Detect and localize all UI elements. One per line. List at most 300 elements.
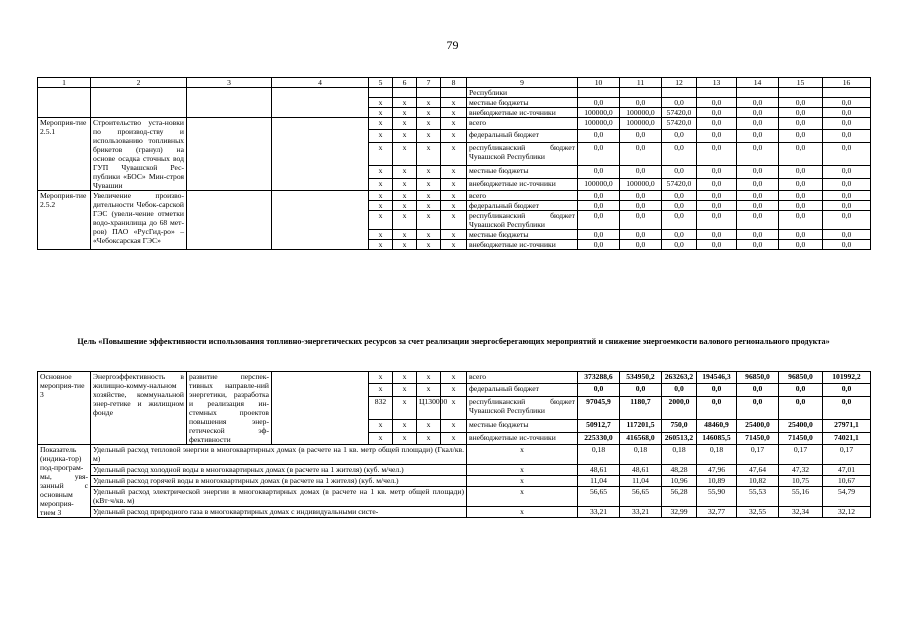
code-cell: x: [393, 108, 417, 118]
column-number: 9: [467, 78, 578, 88]
funding-source-cell: всего: [467, 118, 578, 130]
value-cell: 0,0: [578, 201, 620, 211]
value-cell: 0,0: [578, 166, 620, 178]
funding-source-cell: местные бюджеты: [467, 98, 578, 108]
value-cell: 0,0: [823, 201, 871, 211]
code-cell: 832: [369, 396, 393, 420]
indicator-label: Удельный расход холодной воды в многоквартирных домах (в расчете на 1 жителя) (куб. м/чел.): [91, 465, 467, 476]
activity-name: Мероприя-тие 2.5.2: [38, 191, 91, 250]
value-cell: 0,0: [697, 118, 737, 130]
value-cell: 0,0: [823, 142, 871, 166]
value-cell: 0,0: [662, 384, 697, 396]
value-cell: 0,0: [779, 396, 823, 420]
indicator-label: Удельный расход горячей воды в многоквартирных домах (в расчете на 1 жителя) (куб. м/чел.): [91, 476, 467, 487]
value-cell: 32,12: [823, 507, 871, 518]
value-cell: 0,0: [662, 166, 697, 178]
code-cell: x: [417, 230, 441, 240]
goal-heading: Цель «Повышение эффективности использования топливно-энергетических ресурсов за счет реализации энергосберегающих мероприятий и снижение энергоемкости валового регионального продукта»: [77, 337, 830, 346]
value-cell: 0,0: [662, 240, 697, 250]
value-cell: 0,0: [697, 178, 737, 190]
code-cell: x: [393, 98, 417, 108]
value-cell: 0,18: [578, 445, 620, 465]
code-cell: x: [441, 178, 467, 190]
value-cell: 33,21: [620, 507, 662, 518]
value-cell: 0,0: [697, 108, 737, 118]
value-cell: 100000,0: [620, 108, 662, 118]
funding-source-cell: внебюджетные ис-точники: [467, 178, 578, 190]
column-number: 14: [737, 78, 779, 88]
code-cell: x: [369, 372, 393, 384]
value-cell: 0,0: [737, 384, 779, 396]
code-cell: x: [393, 178, 417, 190]
value-cell: 32,55: [737, 507, 779, 518]
value-cell: 0,0: [823, 118, 871, 130]
value-cell: 416568,0: [620, 432, 662, 444]
value-cell: 0,0: [823, 130, 871, 142]
value-cell: 0,0: [697, 396, 737, 420]
value-cell: 10,67: [823, 476, 871, 487]
value-cell: 57420,0: [662, 118, 697, 130]
value-cell: 0,0: [737, 166, 779, 178]
value-cell: 10,89: [697, 476, 737, 487]
value-cell: 55,90: [697, 486, 737, 506]
indicator-heading: Показатель (индика-тор) под-програм-мы, увя-занный с основным мероприя-тием 3: [38, 445, 91, 518]
column-number: 16: [823, 78, 871, 88]
value-cell: 0,0: [620, 191, 662, 201]
value-cell: 0,0: [823, 396, 871, 420]
code-cell: x: [441, 98, 467, 108]
code-cell: x: [369, 432, 393, 444]
value-cell: 55,16: [779, 486, 823, 506]
value-cell: 0,0: [737, 230, 779, 240]
value-cell: 0,0: [823, 166, 871, 178]
code-cell: x: [393, 142, 417, 166]
value-cell: 57420,0: [662, 178, 697, 190]
empty-cell: [272, 191, 369, 250]
value-cell: 0,0: [737, 130, 779, 142]
column-number: 12: [662, 78, 697, 88]
funding-source-cell: федеральный бюджет: [467, 201, 578, 211]
code-cell: x: [369, 118, 393, 130]
value-cell: 0,0: [620, 130, 662, 142]
value-cell: 32,34: [779, 507, 823, 518]
code-cell: Ц130000: [417, 396, 441, 420]
code-cell: x: [441, 432, 467, 444]
indicator-row: [38, 507, 871, 518]
code-cell: x: [393, 372, 417, 384]
value-cell: 48460,9: [697, 420, 737, 432]
code-cell: x: [369, 166, 393, 178]
empty-cell: [187, 88, 272, 118]
funding-source-cell: внебюджетные ис-точники: [467, 108, 578, 118]
funding-source-cell: местные бюджеты: [467, 420, 578, 432]
value-cell: 0,0: [620, 240, 662, 250]
value-cell: 25400,0: [737, 420, 779, 432]
value-cell: 0,0: [578, 240, 620, 250]
value-cell: 0,0: [697, 230, 737, 240]
value-cell: 0,0: [779, 201, 823, 211]
value-cell: 47,01: [823, 465, 871, 476]
value-cell: 10,96: [662, 476, 697, 487]
code-cell: x: [441, 166, 467, 178]
indicator-label: Удельный расход тепловой энергии в многоквартирных домах (в расчете на 1 кв. метр общей площади) (Гкал/кв. м): [91, 445, 467, 465]
empty-cell: [187, 191, 272, 250]
value-cell: 0,0: [697, 142, 737, 166]
value-cell: 0,0: [578, 98, 620, 108]
value-cell: 25400,0: [779, 420, 823, 432]
code-cell: x: [441, 384, 467, 396]
value-cell: 0,0: [620, 211, 662, 230]
code-cell: x: [417, 178, 441, 190]
value-cell: 0,0: [578, 230, 620, 240]
value-cell: 0,0: [737, 98, 779, 108]
column-number: 5: [369, 78, 393, 88]
indicator-row: [38, 486, 871, 506]
value-cell: 56,65: [578, 486, 620, 506]
value-cell: 32,77: [697, 507, 737, 518]
value-cell: 0,0: [697, 240, 737, 250]
value-cell: 74021,1: [823, 432, 871, 444]
value-cell: 0,0: [779, 384, 823, 396]
value-cell: 0,0: [779, 142, 823, 166]
value-cell: 0,0: [620, 98, 662, 108]
code-cell: x: [441, 420, 467, 432]
code-cell: x: [441, 191, 467, 201]
value-cell: [823, 88, 871, 98]
value-cell: 11,04: [578, 476, 620, 487]
value-cell: 71450,0: [737, 432, 779, 444]
code-cell: x: [441, 396, 467, 420]
value-cell: 0,0: [737, 178, 779, 190]
value-cell: 225330,0: [578, 432, 620, 444]
code-cell: x: [369, 142, 393, 166]
value-cell: 0,0: [737, 108, 779, 118]
code-cell: x: [441, 211, 467, 230]
code-cell: x: [441, 108, 467, 118]
value-cell: 57420,0: [662, 108, 697, 118]
code-cell: x: [467, 445, 578, 465]
column-number: 15: [779, 78, 823, 88]
value-cell: 117201,5: [620, 420, 662, 432]
value-cell: 10,75: [779, 476, 823, 487]
column-number: 8: [441, 78, 467, 88]
code-cell: x: [393, 191, 417, 201]
column-number: 13: [697, 78, 737, 88]
code-cell: x: [393, 201, 417, 211]
activity-description: Увеличение произво-дительности Чебок-сарской ГЭС (увели-чение отметки водо-хранилища до 68 мет-ров) ПАО «РусГид-ро» – «Чебоксарская ГЭС»: [91, 191, 187, 250]
value-cell: 0,0: [578, 142, 620, 166]
code-cell: x: [441, 230, 467, 240]
value-cell: 100000,0: [620, 118, 662, 130]
activity-description: Строительство уста-новки по производ-ству и использованию топливных брикетов (гранул) на основе осадка сточных вод ГУП Чувашской Рес-публики «БОС» Мин-строя Чувашии: [91, 118, 187, 191]
header-row: [38, 78, 871, 88]
value-cell: 0,0: [779, 230, 823, 240]
code-cell: [441, 88, 467, 98]
indicator-row: [38, 445, 871, 465]
value-cell: 534950,2: [620, 372, 662, 384]
table-row: [38, 372, 871, 384]
activity-name: Мероприя-тие 2.5.1: [38, 118, 91, 191]
value-cell: 0,0: [662, 98, 697, 108]
value-cell: 0,0: [779, 166, 823, 178]
code-cell: x: [441, 201, 467, 211]
value-cell: 0,17: [779, 445, 823, 465]
value-cell: 33,21: [578, 507, 620, 518]
value-cell: 0,0: [620, 230, 662, 240]
column-number: 11: [620, 78, 662, 88]
value-cell: 101992,2: [823, 372, 871, 384]
value-cell: 0,0: [620, 142, 662, 166]
code-cell: x: [441, 240, 467, 250]
code-cell: x: [467, 476, 578, 487]
empty-cell: [272, 88, 369, 118]
empty-cell: [187, 118, 272, 191]
funding-source-cell: федеральный бюджет: [467, 130, 578, 142]
code-cell: x: [393, 240, 417, 250]
value-cell: 0,0: [779, 118, 823, 130]
value-cell: 0,0: [697, 384, 737, 396]
value-cell: 47,96: [697, 465, 737, 476]
funding-source-cell: республиканский бюджет Чувашской Республики: [467, 142, 578, 166]
code-cell: x: [417, 384, 441, 396]
value-cell: 0,0: [697, 201, 737, 211]
code-cell: x: [369, 384, 393, 396]
code-cell: x: [393, 396, 417, 420]
value-cell: 0,0: [823, 191, 871, 201]
funding-source-cell: Республики: [467, 88, 578, 98]
code-cell: x: [417, 240, 441, 250]
value-cell: 0,0: [823, 211, 871, 230]
code-cell: x: [417, 98, 441, 108]
code-cell: x: [369, 98, 393, 108]
value-cell: 0,0: [823, 98, 871, 108]
value-cell: 96850,0: [779, 372, 823, 384]
value-cell: 100000,0: [578, 118, 620, 130]
code-cell: x: [369, 201, 393, 211]
code-cell: x: [441, 118, 467, 130]
value-cell: 48,61: [578, 465, 620, 476]
code-cell: x: [369, 240, 393, 250]
code-cell: [417, 88, 441, 98]
value-cell: 0,0: [779, 191, 823, 201]
value-cell: 0,0: [737, 211, 779, 230]
code-cell: x: [417, 166, 441, 178]
code-cell: x: [441, 142, 467, 166]
activity-description: Энергоэффективность в жилищно-комму-нальном хозяйстве, коммунальной энер-гетике и жилищном фонде: [91, 372, 187, 445]
indicator-row: [38, 476, 871, 487]
value-cell: 260513,2: [662, 432, 697, 444]
value-cell: 0,0: [662, 201, 697, 211]
value-cell: 0,0: [620, 384, 662, 396]
code-cell: x: [417, 108, 441, 118]
code-cell: x: [369, 108, 393, 118]
code-cell: x: [369, 130, 393, 142]
value-cell: 96850,0: [737, 372, 779, 384]
value-cell: 47,32: [779, 465, 823, 476]
value-cell: 2000,0: [662, 396, 697, 420]
value-cell: 0,0: [578, 384, 620, 396]
funding-source-cell: внебюджетные ис-точники: [467, 432, 578, 444]
value-cell: 263263,2: [662, 372, 697, 384]
value-cell: 47,64: [737, 465, 779, 476]
code-cell: x: [441, 372, 467, 384]
funding-source-cell: федеральный бюджет: [467, 384, 578, 396]
value-cell: 0,0: [620, 201, 662, 211]
value-cell: [662, 88, 697, 98]
empty-cell: [272, 372, 369, 445]
code-cell: x: [393, 130, 417, 142]
value-cell: 0,0: [779, 98, 823, 108]
code-cell: x: [417, 420, 441, 432]
value-cell: 100000,0: [578, 178, 620, 190]
value-cell: 0,0: [662, 191, 697, 201]
funding-source-cell: республиканский бюджет Чувашской Республики: [467, 211, 578, 230]
code-cell: x: [467, 486, 578, 506]
value-cell: 27971,1: [823, 420, 871, 432]
code-cell: x: [417, 142, 441, 166]
code-cell: x: [393, 211, 417, 230]
value-cell: [737, 88, 779, 98]
indicator-label: Удельный расход электрической энергии в многоквартирных домах (в расчете на 1 кв. метр общей площади) (кВт·ч/кв. м): [91, 486, 467, 506]
value-cell: [779, 88, 823, 98]
value-cell: 750,0: [662, 420, 697, 432]
code-cell: x: [417, 118, 441, 130]
value-cell: 0,18: [697, 445, 737, 465]
value-cell: 55,53: [737, 486, 779, 506]
value-cell: 1180,7: [620, 396, 662, 420]
column-number: 2: [91, 78, 187, 88]
value-cell: 0,0: [620, 166, 662, 178]
value-cell: 373288,6: [578, 372, 620, 384]
value-cell: 0,0: [578, 130, 620, 142]
funding-source-cell: местные бюджеты: [467, 230, 578, 240]
value-cell: 32,99: [662, 507, 697, 518]
value-cell: 0,0: [737, 201, 779, 211]
value-cell: 0,0: [697, 191, 737, 201]
activity-name: Основное мероприя-тие 3: [38, 372, 91, 445]
value-cell: 0,0: [697, 130, 737, 142]
table-row: [38, 118, 871, 130]
value-cell: [578, 88, 620, 98]
value-cell: 0,0: [779, 178, 823, 190]
indicator-row: [38, 465, 871, 476]
column-number: 6: [393, 78, 417, 88]
value-cell: 11,04: [620, 476, 662, 487]
value-cell: 0,0: [737, 191, 779, 201]
empty-cell: [272, 118, 369, 191]
activity-goal: развитие перспек-тивных направле-ний энергетики, разработка и реализация ин-стемных проектов повышения энер-гетической эф-фективности: [187, 372, 272, 445]
code-cell: x: [467, 465, 578, 476]
value-cell: 0,18: [620, 445, 662, 465]
code-cell: x: [441, 130, 467, 142]
value-cell: 48,61: [620, 465, 662, 476]
value-cell: 194546,3: [697, 372, 737, 384]
code-cell: x: [369, 178, 393, 190]
value-cell: 146085,5: [697, 432, 737, 444]
value-cell: 0,0: [823, 230, 871, 240]
value-cell: 0,0: [823, 178, 871, 190]
column-number: 4: [272, 78, 369, 88]
funding-source-cell: внебюджетные ис-точники: [467, 240, 578, 250]
value-cell: 0,0: [662, 130, 697, 142]
code-cell: x: [417, 372, 441, 384]
value-cell: 0,0: [823, 240, 871, 250]
indicator-label: Удельный расход природного газа в многоквартирных домах с индивидуальными систе-: [91, 507, 467, 518]
value-cell: 0,0: [823, 384, 871, 396]
value-cell: 0,0: [779, 240, 823, 250]
code-cell: x: [393, 166, 417, 178]
value-cell: 0,0: [697, 211, 737, 230]
value-cell: 0,0: [578, 191, 620, 201]
value-cell: 100000,0: [578, 108, 620, 118]
code-cell: x: [393, 432, 417, 444]
code-cell: x: [467, 507, 578, 518]
value-cell: 50912,7: [578, 420, 620, 432]
budget-table-top: [37, 77, 871, 250]
value-cell: 0,0: [697, 166, 737, 178]
value-cell: 0,0: [697, 98, 737, 108]
table-row: [38, 88, 871, 98]
column-number: 3: [187, 78, 272, 88]
value-cell: 0,0: [737, 118, 779, 130]
code-cell: x: [417, 191, 441, 201]
code-cell: x: [393, 384, 417, 396]
value-cell: 56,28: [662, 486, 697, 506]
column-number: 10: [578, 78, 620, 88]
funding-source-cell: всего: [467, 191, 578, 201]
value-cell: 0,17: [823, 445, 871, 465]
code-cell: x: [417, 432, 441, 444]
value-cell: 97045,9: [578, 396, 620, 420]
value-cell: 0,0: [823, 108, 871, 118]
code-cell: [393, 88, 417, 98]
empty-cell: [38, 88, 91, 118]
column-number: 1: [38, 78, 91, 88]
code-cell: [369, 88, 393, 98]
value-cell: 0,0: [737, 240, 779, 250]
table-row: [38, 191, 871, 201]
code-cell: x: [417, 211, 441, 230]
value-cell: 0,0: [662, 142, 697, 166]
code-cell: x: [417, 201, 441, 211]
value-cell: 54,79: [823, 486, 871, 506]
code-cell: x: [393, 420, 417, 432]
value-cell: 0,0: [779, 211, 823, 230]
funding-source-cell: республиканский бюджет Чувашской Республики: [467, 396, 578, 420]
empty-cell: [91, 88, 187, 118]
value-cell: 56,65: [620, 486, 662, 506]
value-cell: 0,0: [779, 108, 823, 118]
page-number: 79: [446, 38, 459, 52]
value-cell: 0,17: [737, 445, 779, 465]
code-cell: x: [369, 420, 393, 432]
budget-table-bottom: [37, 371, 871, 518]
value-cell: 48,28: [662, 465, 697, 476]
value-cell: 0,0: [578, 211, 620, 230]
value-cell: 10,82: [737, 476, 779, 487]
code-cell: x: [369, 191, 393, 201]
value-cell: 100000,0: [620, 178, 662, 190]
code-cell: x: [369, 230, 393, 240]
code-cell: x: [393, 230, 417, 240]
value-cell: 0,18: [662, 445, 697, 465]
value-cell: 0,0: [662, 211, 697, 230]
funding-source-cell: всего: [467, 372, 578, 384]
code-cell: x: [393, 118, 417, 130]
value-cell: 71450,0: [779, 432, 823, 444]
code-cell: x: [369, 211, 393, 230]
value-cell: [620, 88, 662, 98]
